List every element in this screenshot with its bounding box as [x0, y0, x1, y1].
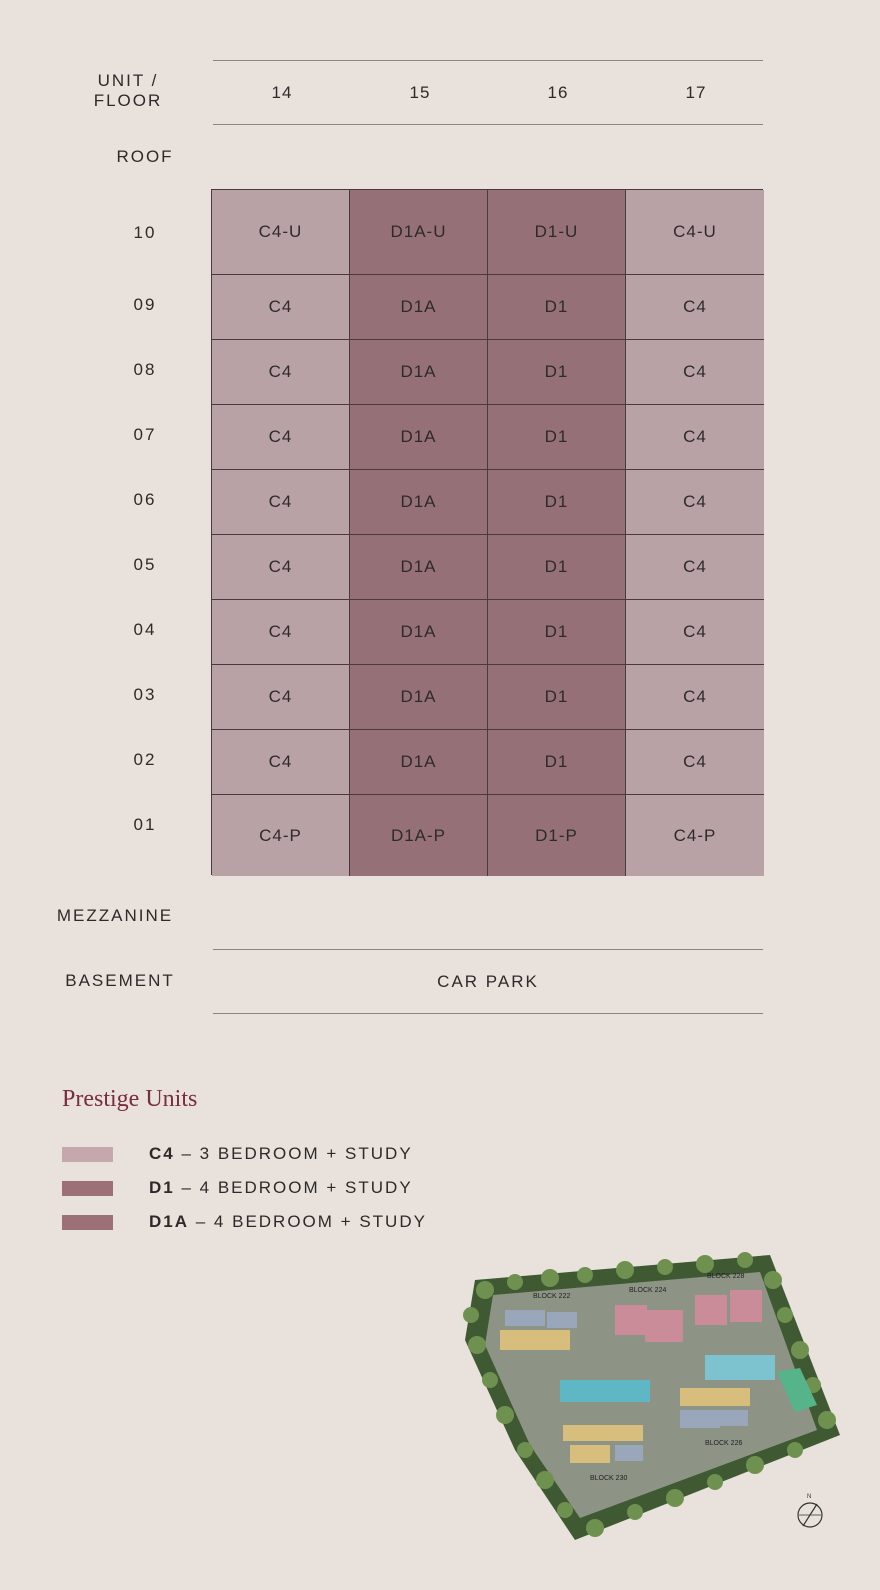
floor-label-02: 02 — [133, 750, 157, 769]
unit-cell-07-15: D1A — [350, 405, 488, 470]
svg-text:BLOCK 224: BLOCK 224 — [629, 1287, 667, 1294]
unit-cell-03-15: D1A — [350, 665, 488, 730]
unit-cell-04-14: C4 — [212, 600, 350, 665]
unit-cell-03-16: D1 — [488, 665, 626, 730]
unit-cell-08-17: C4 — [626, 340, 764, 405]
unit-cell-01-17: C4-P — [626, 795, 764, 876]
unit-cell-03-17: C4 — [626, 665, 764, 730]
floor-label-10: 10 — [133, 223, 157, 242]
unit-cell-01-15: D1A-P — [350, 795, 488, 876]
unit-cell-01-16: D1-P — [488, 795, 626, 876]
legend-code-d1: D1 — [149, 1178, 175, 1197]
svg-text:BLOCK 226: BLOCK 226 — [705, 1440, 743, 1447]
unit-cell-08-15: D1A — [350, 340, 488, 405]
floor-label-06: 06 — [133, 490, 157, 509]
unit-cell-05-16: D1 — [488, 535, 626, 600]
unit-cell-06-15: D1A — [350, 470, 488, 535]
unit-cell-04-17: C4 — [626, 600, 764, 665]
unit-cell-05-17: C4 — [626, 535, 764, 600]
unit-cell-07-14: C4 — [212, 405, 350, 470]
unit-column-14: 14 — [271, 83, 293, 102]
unit-column-16: 16 — [547, 83, 569, 102]
basement-top-rule — [213, 949, 763, 950]
legend-code-c4: C4 — [149, 1144, 175, 1163]
header-top-rule — [213, 60, 763, 61]
unit-cell-08-16: D1 — [488, 340, 626, 405]
unit-cell-06-17: C4 — [626, 470, 764, 535]
unit-column-15: 15 — [409, 83, 431, 102]
legend-swatch-d1 — [62, 1181, 113, 1196]
unit-cell-08-14: C4 — [212, 340, 350, 405]
legend-title: Prestige Units — [62, 1086, 198, 1112]
legend-desc-c4: – 3 BEDROOM + STUDY — [181, 1144, 413, 1163]
unit-cell-02-15: D1A — [350, 730, 488, 795]
unit-cell-10-15: D1A-U — [350, 190, 488, 275]
unit-cell-09-16: D1 — [488, 275, 626, 340]
legend-desc-d1: – 4 BEDROOM + STUDY — [181, 1178, 413, 1197]
legend-swatch-c4 — [62, 1147, 113, 1162]
floor-label-roof: ROOF — [116, 147, 174, 166]
floor-label-07: 07 — [133, 425, 157, 444]
unit-cell-03-14: C4 — [212, 665, 350, 730]
unit-cell-02-17: C4 — [626, 730, 764, 795]
unit-cell-01-14: C4-P — [212, 795, 350, 876]
unit-cell-06-14: C4 — [212, 470, 350, 535]
svg-text:N: N — [807, 1494, 812, 1500]
header-bottom-rule — [213, 124, 763, 125]
unit-cell-07-17: C4 — [626, 405, 764, 470]
unit-cell-06-16: D1 — [488, 470, 626, 535]
svg-text:BLOCK 222: BLOCK 222 — [533, 1293, 571, 1300]
floor-label-05: 05 — [133, 555, 157, 574]
unit-floor-label: UNIT / FLOOR — [93, 71, 163, 110]
unit-cell-10-14: C4-U — [212, 190, 350, 275]
unit-cell-02-14: C4 — [212, 730, 350, 795]
floor-label-04: 04 — [133, 620, 157, 639]
site-plan-image — [455, 1250, 855, 1560]
legend-desc-d1a: – 4 BEDROOM + STUDY — [195, 1212, 427, 1231]
unit-cell-09-15: D1A — [350, 275, 488, 340]
basement-bottom-rule — [213, 1013, 763, 1014]
floor-label-mezzanine: MEZZANINE — [56, 906, 174, 925]
floor-label-09: 09 — [133, 295, 157, 314]
unit-cell-04-16: D1 — [488, 600, 626, 665]
legend-swatch-d1a — [62, 1215, 113, 1230]
unit-cell-10-16: D1-U — [488, 190, 626, 275]
unit-column-17: 17 — [685, 83, 707, 102]
unit-cell-10-17: C4-U — [626, 190, 764, 275]
compass-icon — [797, 1492, 827, 1532]
floor-label-08: 08 — [133, 360, 157, 379]
unit-cell-05-14: C4 — [212, 535, 350, 600]
unit-grid — [211, 189, 763, 875]
unit-cell-02-16: D1 — [488, 730, 626, 795]
unit-cell-07-16: D1 — [488, 405, 626, 470]
legend-code-d1a: D1A — [149, 1212, 190, 1231]
floor-label-01: 01 — [133, 815, 157, 834]
car-park-label: CAR PARK — [437, 972, 539, 991]
floor-label-03: 03 — [133, 685, 157, 704]
unit-cell-04-15: D1A — [350, 600, 488, 665]
unit-cell-05-15: D1A — [350, 535, 488, 600]
unit-cell-09-17: C4 — [626, 275, 764, 340]
floor-label-basement: BASEMENT — [65, 971, 175, 990]
unit-cell-09-14: C4 — [212, 275, 350, 340]
svg-text:BLOCK 228: BLOCK 228 — [707, 1273, 745, 1280]
svg-text:BLOCK 230: BLOCK 230 — [590, 1475, 628, 1482]
